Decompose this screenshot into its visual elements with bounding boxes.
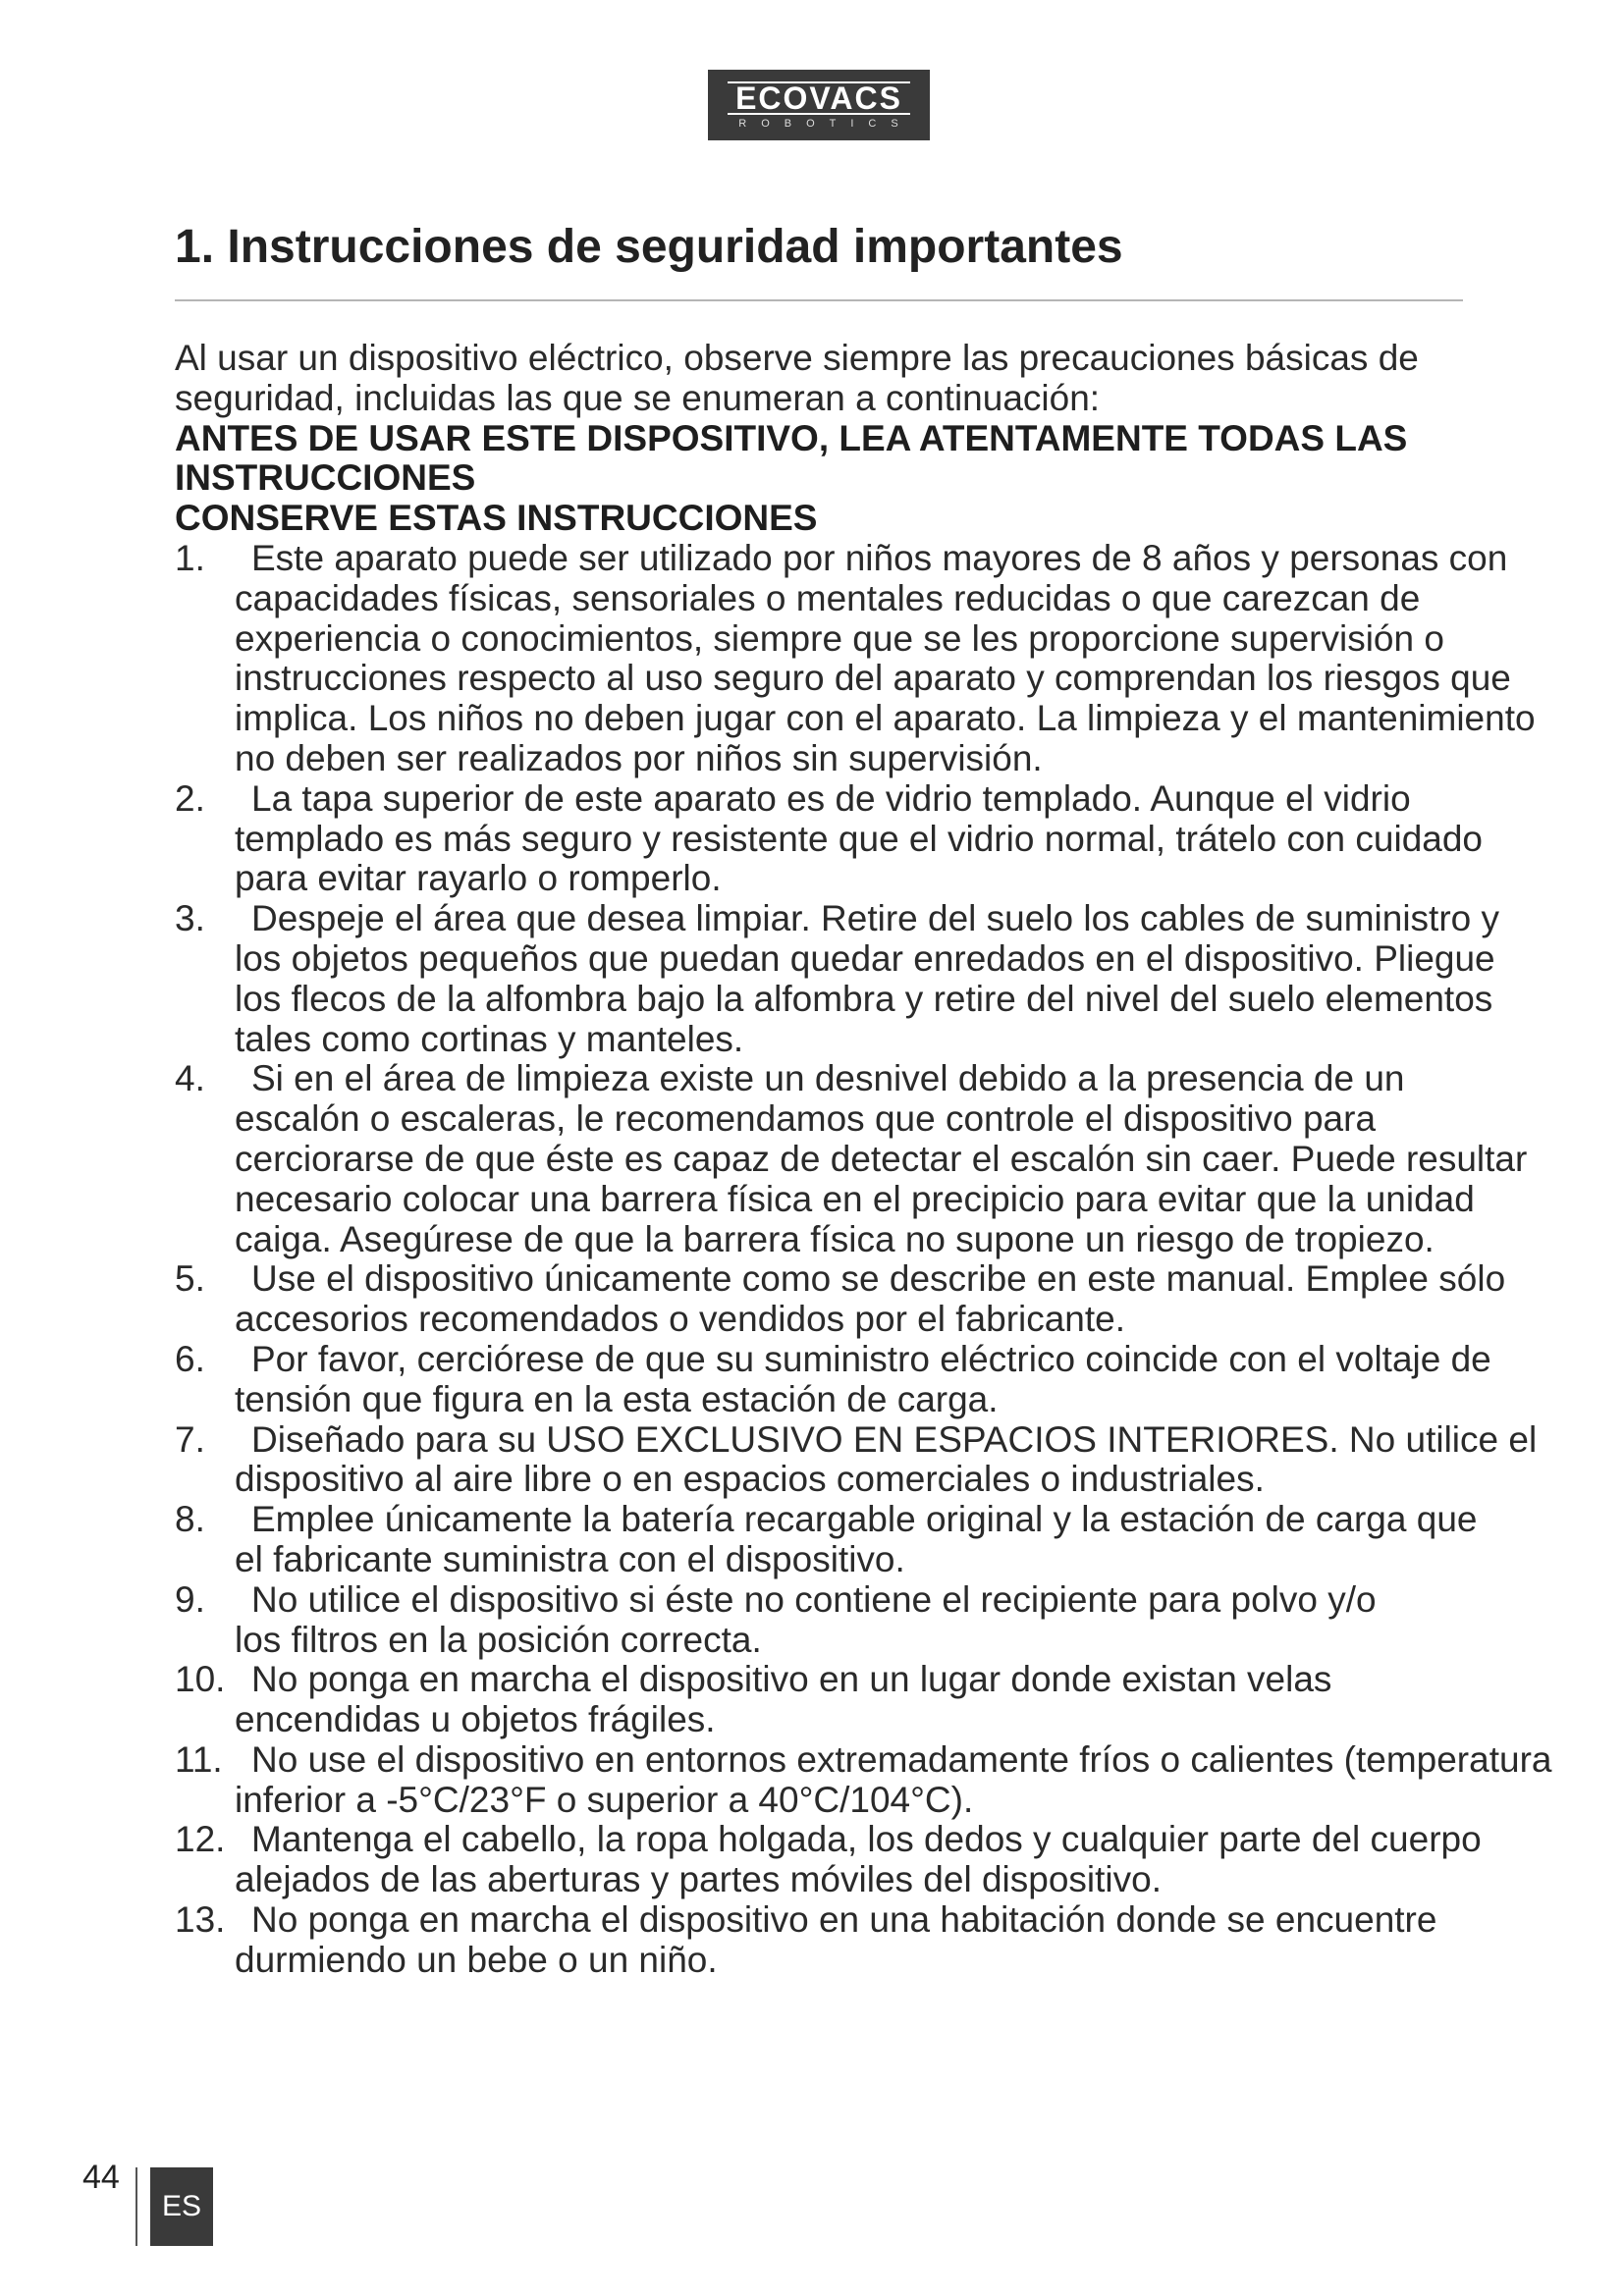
list-item (175, 1900, 1489, 1981)
list-item (175, 1820, 1624, 1900)
language-badge: ES (150, 2167, 213, 2246)
read-instructions-warning: ANTES DE USAR ESTE DISPOSITIVO, LEA ATENTAMENTE TODAS LAS INSTRUCCIONES (175, 417, 1408, 499)
page-number: 44 (82, 2159, 120, 2196)
footer-divider (135, 2167, 137, 2246)
item-text: No utilice el dispositivo si éste no contiene el recipiente para polvo y/o los filtros en la posición correcta. (235, 1578, 1377, 1660)
list-item (175, 779, 1489, 899)
item-text: Este aparato puede ser utilizado por niños mayores de 8 años y personas con capacidades físicas, sensoriales o mentales reducidas o que carezcan de experiencia o conocimientos, siempre que se les proporcione supervisión o instrucciones respecto al uso seguro del aparato y comprendan los riesgos que implica. Los niños no deben jugar con el aparato. La limpieza y el mantenimiento no deben ser realizados por niños sin supervisión. (235, 537, 1536, 778)
logo-wordmark: ECOVACS (728, 81, 910, 115)
item-number: 13. (175, 1899, 226, 1941)
item-number: 5. (175, 1258, 205, 1300)
list-item (175, 899, 1547, 1059)
item-text: No ponga en marcha el dispositivo en una habitación donde se encuentre durmiendo un bebe o un niño. (235, 1899, 1437, 1980)
item-number: 10. (175, 1659, 226, 1700)
list-item (175, 1500, 1489, 1580)
item-number: 6. (175, 1338, 205, 1379)
ecovacs-logo (708, 70, 930, 140)
item-text: No ponga en marcha el dispositivo en un lugar donde existan velas encendidas u objetos frágiles. (235, 1659, 1332, 1740)
safety-instructions-body (175, 338, 1552, 1981)
logo-subtext: ROBOTICS (738, 118, 913, 130)
item-number: 2. (175, 777, 205, 819)
item-number: 8. (175, 1499, 205, 1540)
page-title: 1. Instrucciones de seguridad importantes (175, 221, 1123, 273)
item-number: 4. (175, 1058, 205, 1099)
intro-paragraph: Al usar un dispositivo eléctrico, observe siempre las precauciones básicas de seguridad, incluidas las que se enumeran a continuación: (175, 338, 1419, 418)
keep-instructions-warning: CONSERVE ESTAS INSTRUCCIONES (175, 498, 818, 539)
item-text: Emplee únicamente la batería recargable original y la estación de carga que el fabricante suministra con el dispositivo. (235, 1499, 1478, 1579)
item-text: Diseñado para su USO EXCLUSIVO EN ESPACIOS INTERIORES. No utilice el dispositivo al aire libre o en espacios comerciales o industriales. (235, 1418, 1538, 1500)
item-text: No use el dispositivo en entornos extremadamente fríos o calientes (temperatura inferior a -5°C/23°F o superior a 40°C/104°C). (235, 1738, 1552, 1820)
list-item (175, 1580, 1430, 1661)
item-number: 9. (175, 1578, 205, 1620)
item-number: 12. (175, 1819, 226, 1860)
instructions-list (175, 537, 1552, 1981)
item-number: 1. (175, 537, 205, 578)
list-item (175, 539, 1557, 779)
item-number: 11. (175, 1738, 223, 1780)
item-text: Por favor, cerciórese de que su suministro eléctrico coincide con el voltaje de tensión que figura en la esta estación de carga. (235, 1338, 1491, 1419)
item-text: Despeje el área que desea limpiar. Retire del suelo los cables de suministro y los objetos pequeños que puedan quedar enredados en el dispositivo. Pliegue los flecos de la alfombra bajo la alfombra y retire del nivel del suelo elementos tales como cortinas y manteles. (235, 898, 1500, 1059)
item-number: 3. (175, 898, 205, 939)
item-text: Mantenga el cabello, la ropa holgada, los dedos y cualquier parte del cuerpo alejados de las aberturas y partes móviles del dispositivo. (235, 1819, 1482, 1900)
list-item (175, 1420, 1577, 1501)
list-item (175, 1660, 1489, 1740)
item-text: Si en el área de limpieza existe un desnivel debido a la presencia de un escalón o escaleras, le recomendamos que controle el dispositivo para cerciorarse de que éste es capaz de detectar el escalón sin caer. Puede resultar necesario colocar una barrera física en el precipicio para evitar que la unidad caiga. Asegúrese de que la barrera física no supone un riesgo de tropiezo. (235, 1058, 1528, 1259)
list-item (175, 1059, 1528, 1259)
list-item (175, 1259, 1616, 1340)
item-text: Use el dispositivo únicamente como se describe en este manual. Emplee sólo accesorios recomendados o vendidos por el fabricante. (235, 1258, 1506, 1340)
list-item (175, 1740, 1587, 1821)
item-number: 7. (175, 1418, 205, 1460)
item-text: La tapa superior de este aparato es de vidrio templado. Aunque el vidrio templado es más seguro y resistente que el vidrio normal, trátelo con cuidado para evitar rayarlo o romperlo. (235, 777, 1484, 899)
list-item (175, 1340, 1528, 1420)
title-divider (175, 299, 1463, 301)
